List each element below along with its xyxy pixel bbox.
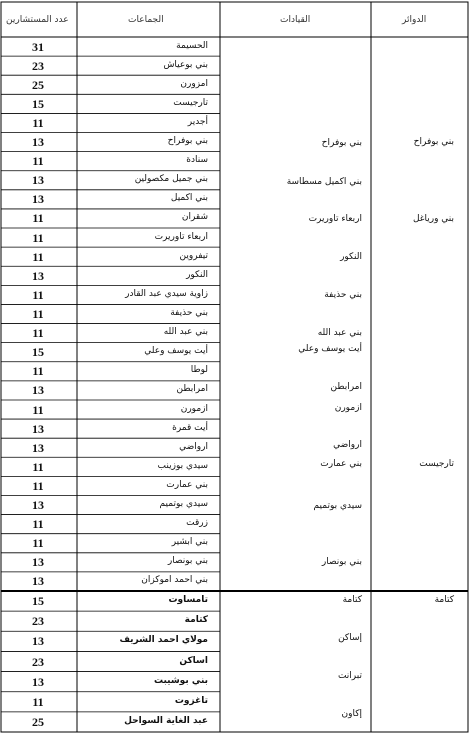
table-row-commune: سيدي بوزينب (157, 461, 208, 471)
table-row-count: 11 (32, 154, 44, 168)
table-row-count: 13 (32, 269, 44, 283)
table-row-count: 11 (32, 517, 44, 531)
table-row-commune: بني بوفراح (167, 136, 208, 146)
table-row-count: 13 (32, 422, 44, 436)
table-row-commune: سنادة (186, 155, 208, 165)
table-row-count: 11 (32, 250, 44, 264)
qiyada-cell: ارواضي (333, 440, 362, 450)
table-row-count: 11 (32, 211, 44, 225)
table-row-commune: عبد الغاية السواحل (124, 716, 208, 726)
qiyada-cell: اربعاء تاوريرت (308, 214, 362, 224)
table-row-commune: لوطا (190, 365, 208, 375)
qiyada-cell: بني عمارت (320, 459, 362, 469)
table-row-count: 11 (32, 479, 44, 493)
table-row-count: 11 (32, 307, 44, 321)
table-row-commune: ازمورن (180, 404, 208, 414)
table-row-commune: أيت قمرة (172, 423, 208, 433)
table-row-commune: بني عبد الله (163, 327, 208, 337)
table-row-commune: شقران (181, 212, 208, 222)
table-row-count: 11 (32, 695, 44, 709)
qiyada-cell: أيت يوسف وعلي (298, 344, 362, 354)
table-row-count: 25 (32, 78, 44, 92)
table-row-count: 13 (32, 192, 44, 206)
table-row-commune: أجدير (187, 117, 208, 127)
table-row-count: 13 (32, 675, 44, 689)
table-row-count: 23 (32, 655, 44, 669)
table-row-commune: بني عمارت (166, 480, 208, 490)
table-row-count: 11 (32, 231, 44, 245)
table-row-count: 15 (32, 345, 44, 359)
table-row-count: 11 (32, 326, 44, 340)
header-counts: عدد المستشارين (6, 15, 69, 25)
table-row-count: 11 (32, 536, 44, 550)
table-row-commune: ارواضي (179, 442, 208, 452)
qiyada-cell: بني بونصار (321, 557, 362, 567)
table-row-commune: الحسيمة (176, 41, 208, 51)
dawair-cell: بني بوفراح (413, 137, 454, 147)
table-row-count: 13 (32, 498, 44, 512)
table-row-commune: مولاي احمد الشريف (119, 635, 208, 645)
dawair-cell: كتامة (434, 595, 454, 605)
qiyada-cell: سيدي بوتميم (313, 501, 362, 511)
table-row-commune: زاوية سيدي عبد القادر (125, 289, 208, 299)
qiyada-cell: تبرانت (337, 671, 362, 681)
table-row-commune: اربعاء تاوريرت (154, 232, 208, 242)
table-row-count: 15 (32, 594, 44, 608)
table-row-commune: بني بونصار (167, 556, 208, 566)
table-row-commune: امرابطن (176, 384, 208, 394)
table-row-commune: كتامة (184, 615, 208, 625)
table-row-commune: بني بوشيبت (153, 676, 208, 686)
table-row-count: 13 (32, 135, 44, 149)
table-row-count: 23 (32, 59, 44, 73)
qiyada-cell: كتامة (342, 595, 362, 605)
table-row-commune: بني بوعياش (163, 60, 208, 70)
table-row-commune: زرقت (186, 518, 208, 528)
qiyada-cell: بني عبد الله (317, 328, 362, 338)
table-row-commune: تيفروين (179, 251, 208, 261)
table-row-commune: تاغزوت (174, 696, 208, 706)
qiyada-cell: ازمورن (334, 403, 362, 413)
table-row-commune: امزورن (180, 79, 208, 89)
table-row-count: 11 (32, 403, 44, 417)
qiyada-cell: بني اكميل مسطاسة (286, 177, 362, 187)
table-row-commune: بني ابشير (171, 537, 208, 547)
header-dawair: الدوائر (402, 15, 427, 25)
table-row-commune: سيدي بوتميم (159, 499, 208, 509)
table-row-count: 13 (32, 555, 44, 569)
table-row-commune: بني حذيفة (170, 308, 208, 318)
table-row-count: 13 (32, 634, 44, 648)
table-row-count: 13 (32, 173, 44, 187)
header-communes: الجماعات (128, 15, 164, 25)
dawair-cell: تارجيست (419, 459, 454, 469)
table-row-count: 23 (32, 614, 44, 628)
header-qiyadat: القيادات (280, 15, 311, 25)
table-row-commune: اساكن (179, 656, 208, 666)
table-row-commune: بني اكميل (170, 193, 208, 203)
qiyada-cell: بني حذيفة (324, 290, 362, 300)
table-row-commune: بني احمد اموكزان (141, 575, 208, 585)
qiyada-cell: إساكن (338, 633, 362, 643)
table-row-count: 15 (32, 97, 44, 111)
table-row-count: 13 (32, 574, 44, 588)
table-row-count: 31 (32, 40, 44, 54)
table-row-commune: بني جميل مكصولين (134, 174, 208, 184)
table-row-commune: تارجيست (173, 98, 208, 108)
table-row-commune: أيت يوسف وعلي (144, 346, 208, 356)
qiyada-cell: النكور (340, 252, 362, 262)
dawair-cell: بني ورياغل (412, 214, 454, 224)
table-row-count: 13 (32, 441, 44, 455)
table-row-count: 11 (32, 288, 44, 302)
table-row-commune: النكور (186, 270, 208, 280)
qiyada-cell: امرابطن (330, 382, 362, 392)
table-row-count: 25 (32, 715, 44, 729)
qiyada-cell: إكاون (341, 709, 362, 719)
table-row-count: 11 (32, 364, 44, 378)
table-row-count: 11 (32, 116, 44, 130)
table-row-count: 11 (32, 460, 44, 474)
table-row-count: 13 (32, 383, 44, 397)
qiyada-cell: بني بوفراح (321, 138, 362, 148)
table-row-commune: تامساوت (168, 595, 208, 605)
